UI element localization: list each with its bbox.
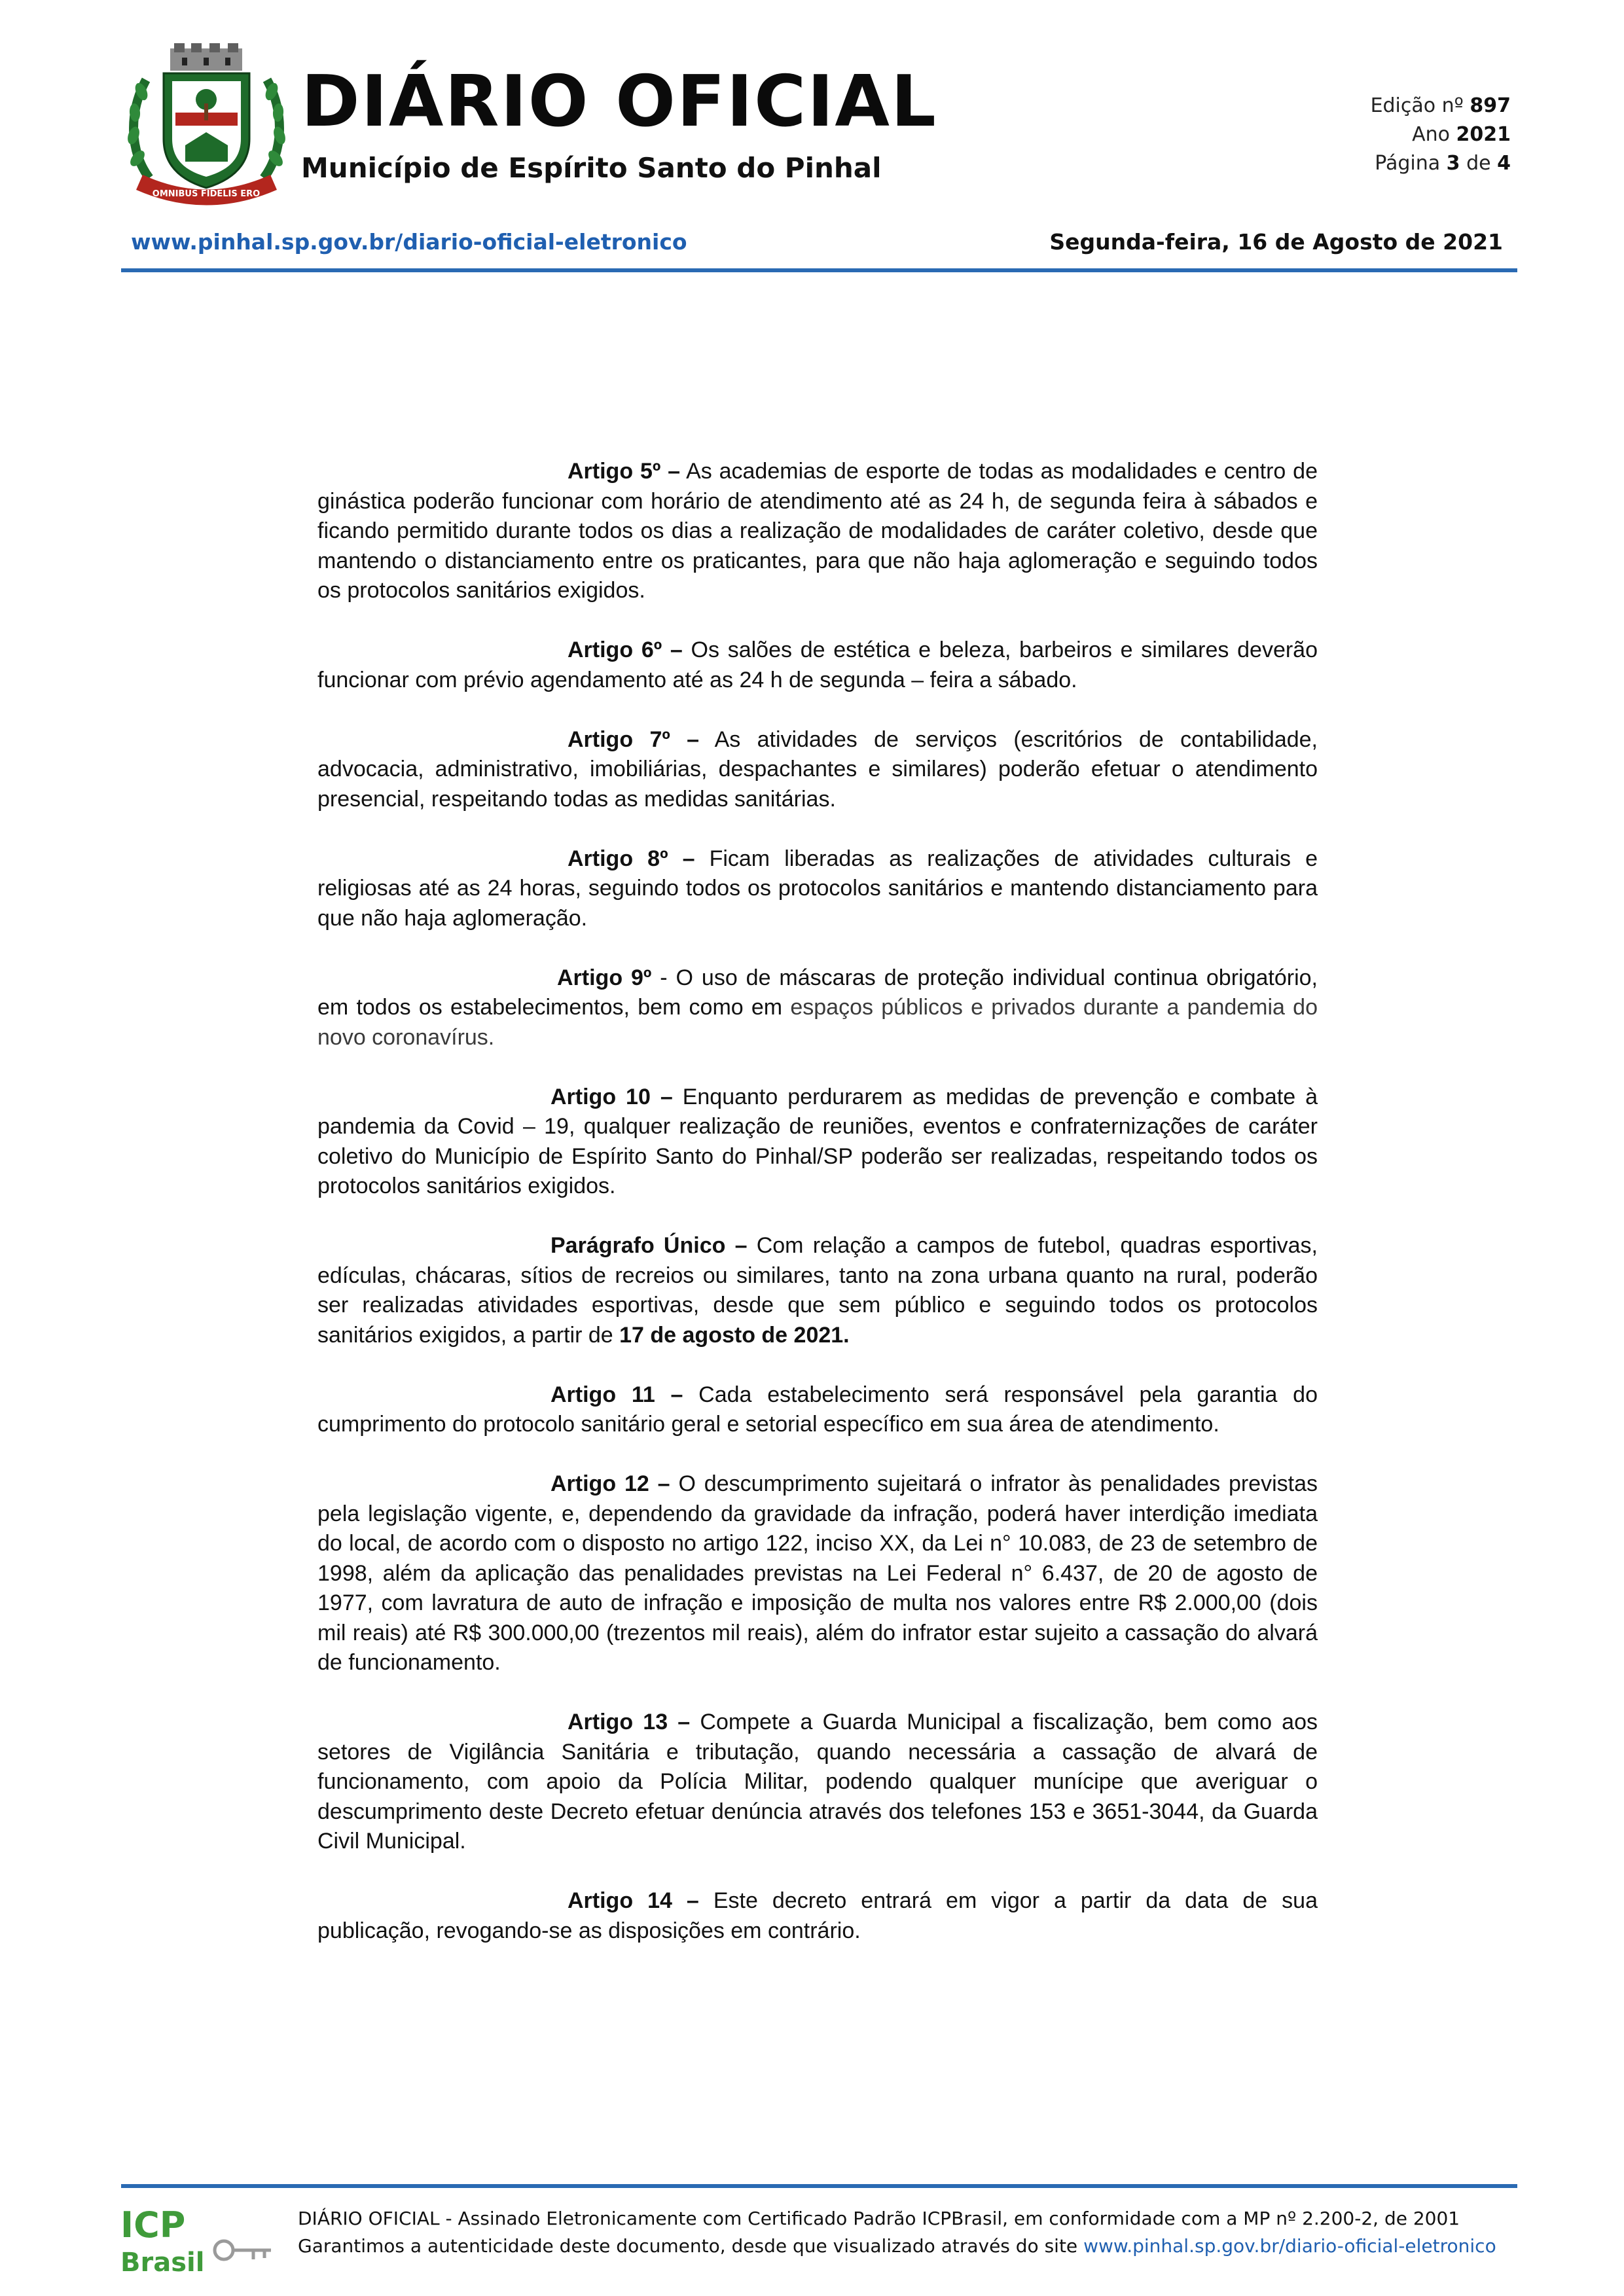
icp-brasil-logo-icon (119, 2204, 276, 2276)
article-text: Os salões de estética e beleza, barbeiros e similares deverão funcionar com prévio agendamento até as 24 h de segunda – feira a sábado. (317, 637, 1318, 692)
edition-number: 897 (1470, 94, 1511, 117)
article-heading: Artigo 7º – (568, 726, 700, 752)
page-of: de (1466, 152, 1491, 175)
article-11 (317, 1380, 1318, 1440)
year-value: 2021 (1456, 123, 1511, 146)
year-label: Ano (1412, 123, 1450, 146)
article-14 (317, 1886, 1318, 1946)
article-heading: Artigo 12 – (550, 1471, 670, 1496)
edition-label: Edição nº (1370, 94, 1464, 117)
municipality-name: Município de Espírito Santo do Pinhal (301, 152, 882, 184)
footer-authenticity-notice (298, 2237, 1496, 2255)
page-line (1183, 149, 1511, 178)
footer-authenticity-text: Garantimos a autenticidade deste documento, desde que visualizado através do site (298, 2235, 1084, 2257)
year-line (1183, 120, 1511, 149)
article-text: O descumprimento sujeitará o infrator às penalidades previstas pela legislação vigente, e, dependendo da gravidade da infração, poderá haver interdição imediata do local, de acordo com o disposto no artigo 122, inciso XX, da Lei n° 10.083, de 23 de setembro de 1998, além da aplicação das penalidades previstas na Lei Federal n° 6.437, de 20 de agosto de 1977, com lavratura de auto de infração e imposição de multa nos valores entre R$ 2.000,00 (dois mil reais) até R$ 300.000,00 (trezentos mil reais), além do infrator estar sujeito a cassação do alvará de funcionamento. (317, 1471, 1318, 1675)
article-text: Cada estabelecimento será responsável pela garantia do cumprimento do protocolo sanitário geral e setorial específico em sua área de atendimento. (317, 1382, 1318, 1437)
site-link[interactable]: www.pinhal.sp.gov.br/diario-oficial-eletronico (131, 229, 687, 255)
edition-line (1183, 92, 1511, 120)
page-total: 4 (1497, 152, 1511, 175)
article-text: Ficam liberadas as realizações de atividades culturais e religiosas até as 24 horas, seguindo todos os protocolos sanitários e mantendo distanciamento para que não haja aglomeração. (317, 846, 1318, 931)
article-7 (317, 725, 1318, 815)
article-heading: Artigo 8º – (568, 846, 695, 871)
icp-logo-text: ICP (120, 2204, 186, 2246)
article-heading: Artigo 6º – (568, 637, 683, 662)
footer-signature-notice: DIÁRIO OFICIAL - Assinado Eletronicamente com Certificado Padrão ICPBrasil, em conformidade com a MP nº 2.200-2, de 2001 (298, 2208, 1460, 2229)
article-text: Com relação a campos de futebol, quadras esportivas, edículas, chácaras, sítios de recreios ou similares, tanto na zona urbana quanto na rural, poderão ser realizadas atividades esportivas, desde que sem público e seguindo todos os protocolos sanitários exigidos, a partir de (317, 1233, 1318, 1348)
article-heading: Artigo 13 – (568, 1710, 691, 1734)
article-text: Enquanto perdurarem as medidas de prevenção e combate à pandemia da Covid – 19, qualquer realização de reuniões, eventos e confraternizações de caráter coletivo do Município de Espírito Santo do Pinhal/SP poderão ser realizadas, respeitando todos os protocolos sanitários exigidos. (317, 1084, 1318, 1198)
publication-title: DIÁRIO OFICIAL (301, 61, 937, 143)
municipal-crest-icon (123, 41, 290, 207)
article-text: Este decreto entrará em vigor a partir da data de sua publicação, revogando-se as disposições em contrário. (317, 1888, 1318, 1943)
article-text: - O uso de máscaras de proteção individual continua obrigatório, em todos os estabelecimentos, bem como em (317, 965, 1318, 1020)
article-text: As atividades de serviços (escritórios de contabilidade, advocacia, administrativo, imobiliárias, despachantes e similares) poderão efetuar o atendimento presencial, respeitando todas as medidas sanitárias. (317, 726, 1318, 812)
article-heading: Artigo 11 – (550, 1382, 683, 1407)
footer-site-link[interactable]: www.pinhal.sp.gov.br/diario-oficial-eletronico (1083, 2235, 1496, 2257)
sole-paragraph (317, 1231, 1318, 1350)
page-label: Página (1375, 152, 1441, 175)
article-12 (317, 1469, 1318, 1678)
article-text: As academias de esporte de todas as modalidades e centro de ginástica poderão funcionar com horário de atendimento até as 24 h, de segunda feira à sábados e ficando permitido durante todos os dias a realização de modalidades de caráter coletivo, desde que mantendo o distanciamento entre os praticantes, para que não haja aglomeração e seguindo todos os protocolos sanitários exigidos. (317, 459, 1318, 603)
footer-divider (121, 2184, 1517, 2188)
article-heading: Artigo 5º – (568, 459, 681, 484)
article-5 (317, 457, 1318, 606)
article-8 (317, 844, 1318, 934)
effective-date: 17 de agosto de 2021. (619, 1322, 850, 1348)
article-heading: Artigo 14 – (568, 1888, 699, 1913)
key-icon (215, 2241, 271, 2259)
article-6 (317, 636, 1318, 695)
article-text-continued: espaços públicos e privados durante a pandemia do novo coronavírus. (317, 995, 1318, 1050)
article-heading: Artigo 10 – (550, 1084, 673, 1109)
article-heading: Parágrafo Único – (550, 1233, 748, 1258)
article-9 (317, 963, 1318, 1053)
article-10 (317, 1083, 1318, 1202)
crest-motto: OMNIBUS FIDELIS ERO (152, 189, 261, 199)
decree-body (317, 457, 1318, 1976)
article-13 (317, 1708, 1318, 1857)
article-text: Compete a Guarda Municipal a fiscalização, bem como aos setores de Vigilância Sanitária e tributação, quando necessária a cassação de alvará de funcionamento, com apoio da Polícia Militar, podendo qualquer munícipe que averiguar o descumprimento deste Decreto efetuar denúncia através dos telefones 153 e 3651-3044, da Guarda Civil Municipal. (317, 1710, 1318, 1854)
edition-info (1183, 92, 1511, 178)
publication-date: Segunda-feira, 16 de Agosto de 2021 (1049, 229, 1503, 255)
article-heading: Artigo 9º (557, 965, 652, 990)
icp-logo-subtext: Brasil (120, 2248, 205, 2276)
header-divider (121, 268, 1517, 272)
page-current: 3 (1446, 152, 1460, 175)
